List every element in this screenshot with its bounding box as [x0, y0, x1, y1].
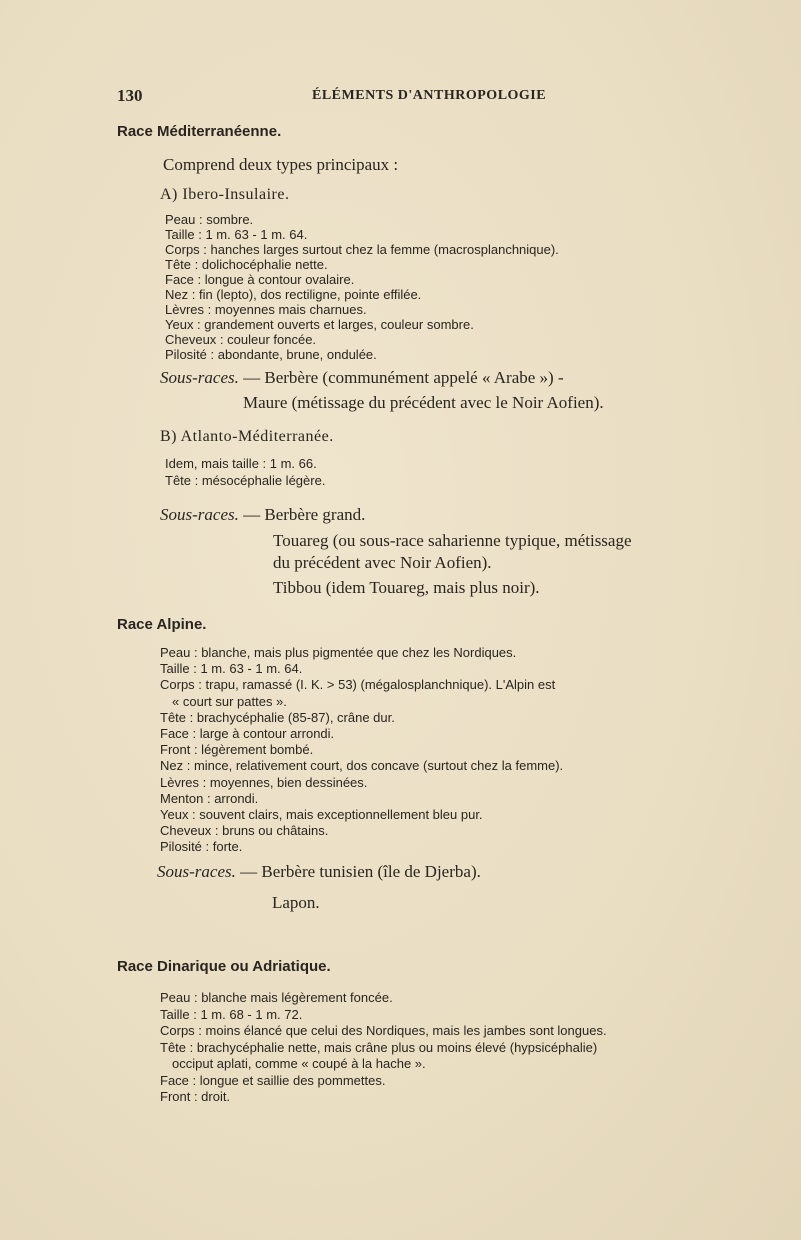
race-title-dinarique: Race Dinarique ou Adriatique.: [117, 958, 331, 975]
trait-line: Yeux : souvent clairs, mais exceptionnellement bleu pur.: [160, 807, 483, 823]
trait-line: Face : longue et saillie des pommettes.: [160, 1072, 386, 1088]
trait-line: Cheveux : couleur foncée.: [165, 332, 317, 347]
mediterraneenne-intro: Comprend deux types principaux :: [163, 155, 399, 174]
trait-line: Front : droit.: [160, 1089, 231, 1104]
trait-line: occiput aplati, comme « coupé à la hache ».: [172, 1056, 426, 1071]
trait-line: Pilosité : forte.: [160, 839, 243, 855]
type-a-sous-races: [160, 368, 564, 388]
trait-line: Taille : 1 m. 63 - 1 m. 64.: [165, 227, 308, 242]
trait-line: Tête : brachycéphalie (85-87), crâne dur.: [160, 709, 395, 725]
trait-line: Nez : mince, relativement court, dos concave (surtout chez la femme).: [160, 758, 564, 774]
type-b-title: B) Atlanto-Méditerranée.: [160, 428, 334, 445]
page-header: [0, 86, 801, 110]
type-a-title: A) Ibero-Insulaire.: [160, 186, 290, 203]
sous-races-continuation: Tibbou (idem Touareg, mais plus noir).: [273, 578, 540, 597]
trait-line: Face : large à contour arrondi.: [160, 726, 335, 742]
trait-line: Front : légèrement bombé.: [160, 742, 314, 758]
sous-races-continuation: Lapon.: [272, 893, 320, 912]
sous-races-continuation: du précédent avec Noir Aofien).: [273, 553, 492, 572]
trait-line: Tête : mésocéphalie légère.: [165, 473, 326, 488]
sous-races-label: Sous-races.: [160, 505, 239, 524]
page-number: 130: [117, 86, 143, 105]
type-b-sous-races: [160, 505, 365, 525]
trait-line: Idem, mais taille : 1 m. 66.: [165, 456, 317, 471]
sous-races-text: — Berbère tunisien (île de Djerba).: [240, 862, 481, 881]
sous-races-text: — Berbère (communément appelé « Arabe ») -: [243, 368, 564, 387]
dinarique-traits: [160, 990, 607, 1106]
trait-line: Taille : 1 m. 63 - 1 m. 64.: [160, 661, 303, 677]
race-title-alpine: Race Alpine.: [117, 616, 207, 633]
type-a-traits: [165, 212, 559, 362]
trait-line: Face : longue à contour ovalaire.: [165, 272, 355, 287]
running-title: ÉLÉMENTS D'ANTHROPOLOGIE: [312, 88, 547, 103]
trait-line: Peau : sombre.: [165, 212, 254, 227]
trait-line: Nez : fin (lepto), dos rectiligne, pointe effilée.: [165, 287, 422, 302]
trait-line: Corps : hanches larges surtout chez la femme (macrosplanchnique).: [165, 242, 559, 257]
trait-line: Pilosité : abondante, brune, ondulée.: [165, 347, 377, 362]
alpine-sous-races: [157, 862, 481, 882]
trait-line: Lèvres : moyennes mais charnues.: [165, 302, 367, 317]
sous-races-continuation: Touareg (ou sous-race saharienne typique, métissage: [273, 531, 632, 550]
alpine-traits: [160, 645, 563, 856]
trait-line: Menton : arrondi.: [160, 790, 259, 806]
sous-races-continuation: Maure (métissage du précédent avec le Noir Aofien).: [243, 393, 604, 412]
trait-line: Corps : moins élancé que celui des Nordiques, mais les jambes sont longues.: [160, 1023, 607, 1038]
trait-line: « court sur pattes ».: [172, 693, 287, 709]
trait-line: Peau : blanche mais légèrement foncée.: [160, 990, 393, 1005]
trait-line: Tête : dolichocéphalie nette.: [165, 257, 328, 272]
trait-line: Taille : 1 m. 68 - 1 m. 72.: [160, 1006, 303, 1022]
sous-races-label: Sous-races.: [160, 368, 239, 387]
race-title-mediterraneenne: Race Méditerranéenne.: [117, 123, 282, 140]
sous-races-label: Sous-races.: [157, 862, 236, 881]
sous-races-text: — Berbère grand.: [243, 505, 366, 524]
trait-line: Yeux : grandement ouverts et larges, couleur sombre.: [165, 317, 474, 332]
trait-line: Lèvres : moyennes, bien dessinées.: [160, 774, 368, 790]
trait-line: Corps : trapu, ramassé (I. K. > 53) (mégalosplanchnique). L'Alpin est: [160, 677, 556, 693]
trait-line: Tête : brachycéphalie nette, mais crâne plus ou moins élevé (hypsicéphalie): [160, 1039, 598, 1055]
trait-line: Cheveux : bruns ou châtains.: [160, 823, 329, 839]
type-b-traits: [165, 455, 325, 489]
trait-line: Peau : blanche, mais plus pigmentée que chez les Nordiques.: [160, 645, 517, 660]
